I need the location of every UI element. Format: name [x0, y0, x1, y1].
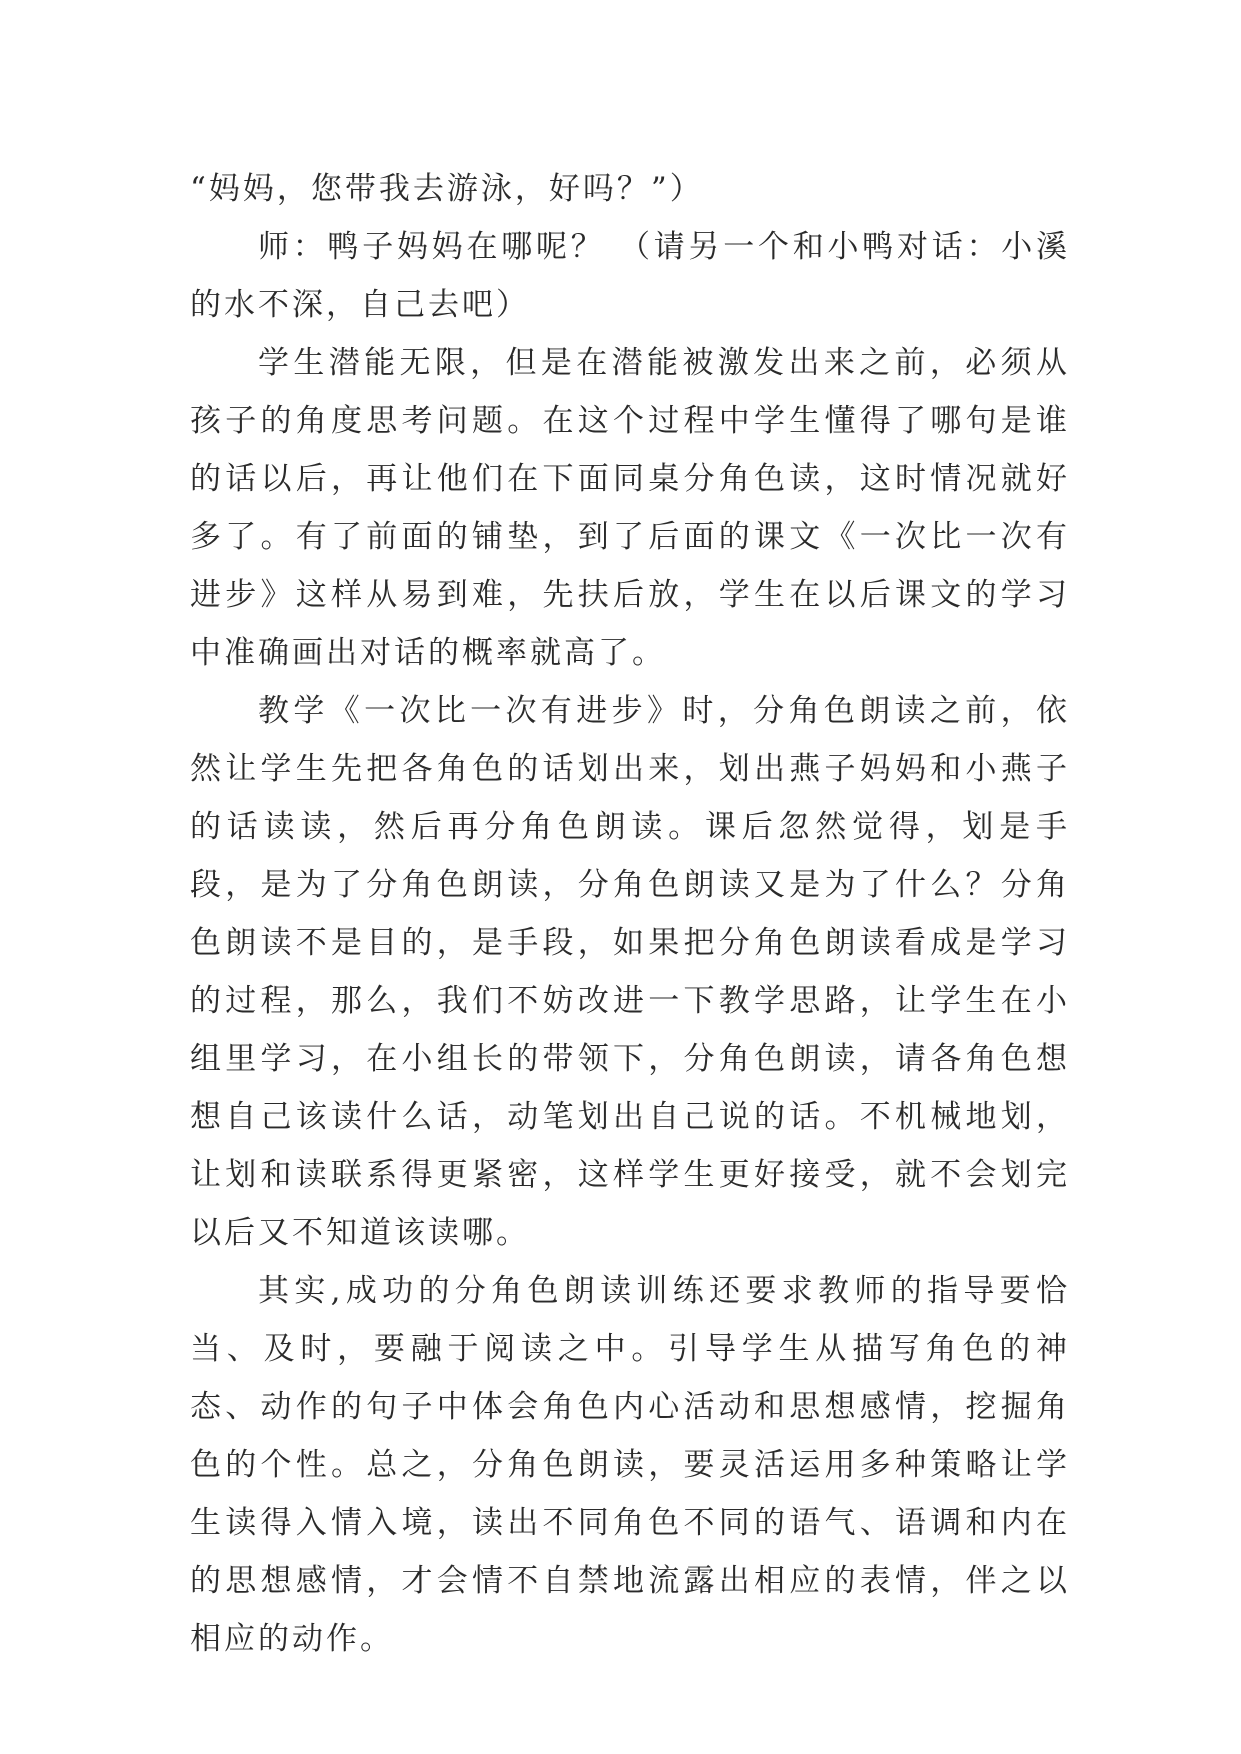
paragraph-teaching-lesson: 教学《一次比一次有进步》时，分角色朗读之前，依然让学生先把各角色的话划出来，划出燕子妈妈和小燕子的话读读，然后再分角色朗读。课后忽然觉得，划是手段，是为了分角色朗读，分角色朗读又是为了什么？分角色朗读不是目的，是手段，如果把分角色朗读看成是学习的过程，那么，我们不妨改进一下教学思路，让学生在小组里学习，在小组长的带领下，分角色朗读，请各角色想想自己该读什么话，动笔划出自己说的话。不机械地划，让划和读联系得更紧密，这样学生更好接受，就不会划完以后又不知道该读哪。: [190, 693, 1070, 1251]
document-body: [190, 160, 1070, 1668]
paragraph-conclusion: 其实,成功的分角色朗读训练还要求教师的指导要恰当、及时，要融于阅读之中。引导学生从描写角色的神态、动作的句子中体会角色内心活动和思想感情，挖掘角色的个性。总之，分角色朗读，要灵活运用多种策略让学生读得入情入境，读出不同角色不同的语气、语调和内在的思想感情，才会情不自禁地流露出相应的表情，伴之以相应的动作。: [190, 1273, 1070, 1657]
paragraph-teacher-dialogue: 师：鸭子妈妈在哪呢？ （请另一个和小鸭对话：小溪的水不深，自己去吧）: [190, 229, 1070, 323]
paragraph-student-potential: 学生潜能无限，但是在潜能被激发出来之前，必须从孩子的角度思考问题。在这个过程中学生懂得了哪句是谁的话以后，再让他们在下面同桌分角色读，这时情况就好多了。有了前面的铺垫，到了后面的课文《一次比一次有进步》这样从易到难，先扶后放，学生在以后课文的学习中准确画出对话的概率就高了。: [190, 345, 1070, 671]
paragraph-quote-continuation: “妈妈，您带我去游泳，好吗？”）: [190, 171, 704, 207]
